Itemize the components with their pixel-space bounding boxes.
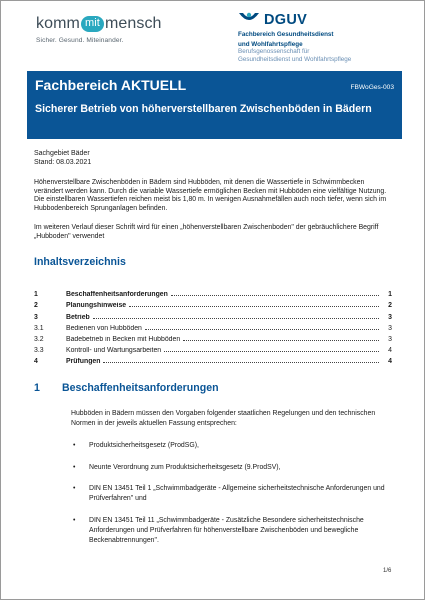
toc-page: 3	[388, 313, 392, 321]
stand-date: Stand: 08.03.2021	[34, 158, 92, 166]
toc-number: 1	[34, 291, 38, 299]
toc-entry: Betrieb	[66, 313, 90, 321]
dguv-wordmark: DGUV	[264, 12, 308, 28]
list-item-text: DIN EN 13451 Teil 11 „Schwimmbadgeräte - Zusätzliche Besondere sicherheitstechnische Anforderungen und Prüfverfahren für höhenverstellbare Zwischenböden und bewegliche Beckenabtrennungen".	[89, 517, 364, 545]
toc-page: 1	[388, 291, 392, 299]
toc-leader	[183, 340, 379, 341]
toc-leader	[145, 329, 379, 330]
dguv-logo	[238, 11, 413, 63]
toc-page: 3	[388, 335, 392, 343]
section-paragraph: Hubböden in Bädern müssen den Vorgaben folgender staatlichen Regelungen und den technischen Normen in der jeweils aktuellen Fassung entsprechen:	[71, 410, 376, 428]
section-title: Beschaffenheitsanforderungen	[62, 382, 219, 394]
toc-page: 3	[388, 324, 392, 332]
toc-title: Inhaltsverzeichnis	[34, 256, 126, 268]
toc-entry: Prüfungen	[66, 358, 101, 366]
toc-row[interactable]	[34, 321, 392, 332]
toc-number: 3.1	[34, 324, 44, 332]
toc-page: 2	[388, 302, 392, 310]
bullet-icon: •	[73, 442, 76, 449]
toc-entry: Bedienen von Hubböden	[66, 324, 142, 332]
document-meta	[34, 150, 91, 168]
banner-title: Fachbereich AKTUELL	[35, 77, 187, 93]
kommmitmensch-logo	[36, 15, 162, 44]
toc-row[interactable]	[34, 332, 392, 343]
sachgebiet-label: Sachgebiet Bäder	[34, 150, 90, 157]
toc-leader	[93, 318, 379, 319]
page-number: 1/6	[383, 568, 392, 574]
toc-row[interactable]	[34, 287, 392, 298]
toc-page: 4	[388, 347, 392, 355]
dguv-subtitle-1: Fachbereich Gesundheitsdienst	[238, 31, 334, 38]
kommmitmensch-wordmark	[36, 15, 162, 33]
toc-row[interactable]	[34, 309, 392, 320]
toc-row[interactable]	[34, 343, 392, 354]
list-item-text: DIN EN 13451 Teil 1 „Schwimmbadgeräte - Allgemeine sicherheitstechnische Anforderungen und Prüfverfahren" und	[89, 485, 385, 503]
dguv-emblem-icon	[238, 11, 260, 29]
toc-entry: Kontroll- und Wartungsarbeiten	[66, 347, 162, 355]
intro-paragraph: Höhenverstellbare Zwischenböden in Bädern sind Hubböden, mit denen die Wassertiefe in Schwimmbecken verändert werden kann. Durch die variable Wassertiefe ermöglichen Becken mit Hubböden eine vielfältige Nutzung. Die einstellbaren Wassertiefen reichen meist bis 1,80 m. In wenigen Ausnahmefällen auch noch tiefer, wenn sich im Hubbodenbereich Sprunganlagen befinden.	[34, 179, 387, 212]
toc-number: 3.3	[34, 347, 44, 355]
bullet-icon: •	[73, 517, 76, 524]
toc-leader	[171, 295, 379, 296]
toc-page: 4	[388, 358, 392, 366]
logo-text-mit: mit	[81, 16, 104, 32]
document-title: Sicherer Betrieb von höherverstellbaren Zwischenböden in Bädern	[35, 103, 372, 115]
toc-entry: Planungshinweise	[66, 302, 127, 310]
toc-row[interactable]	[34, 298, 392, 309]
list-item-text: Produktsicherheitsgesetz (ProdSG),	[89, 442, 199, 449]
dguv-subtitle-2: und Wohlfahrtspflege	[238, 40, 303, 48]
dguv-subtitle-4: Gesundheitsdienst und Wohlfahrtspflege	[238, 55, 352, 63]
toc-leader	[129, 306, 379, 307]
toc-leader	[103, 362, 379, 363]
toc-number: 3.2	[34, 335, 44, 343]
toc-entry: Badebetrieb in Becken mit Hubböden	[66, 335, 181, 343]
logo-text-mensch: mensch	[104, 15, 162, 32]
section-number: 1	[34, 382, 40, 394]
document-code: FBWoGes-003	[350, 84, 394, 91]
dguv-subtitle-3: Berufsgenossenschaft für	[238, 48, 310, 56]
section-heading	[34, 382, 219, 394]
title-banner	[27, 71, 402, 139]
table-of-contents	[34, 287, 392, 365]
toc-leader	[164, 351, 379, 352]
logo-text-komm: komm	[36, 15, 80, 32]
toc-entry: Beschaffenheitsanforderungen	[66, 291, 168, 299]
intro-paragraph-2: Im weiteren Verlauf dieser Schrift wird für einen „höhenverstellbaren Zwischenboden" der gebräuchlichere Begriff „Hubboden" verwendet	[34, 224, 379, 240]
toc-number: 2	[34, 302, 38, 310]
logo-tagline: Sicher. Gesund. Miteinander.	[36, 37, 124, 44]
toc-number: 3	[34, 313, 38, 321]
list-item-text: Neunte Verordnung zum Produktsicherheitsgesetz (9.ProdSV),	[89, 464, 281, 471]
toc-number: 4	[34, 358, 38, 366]
bullet-icon: •	[73, 485, 76, 492]
bullet-icon: •	[73, 464, 76, 471]
toc-row[interactable]	[34, 354, 392, 365]
